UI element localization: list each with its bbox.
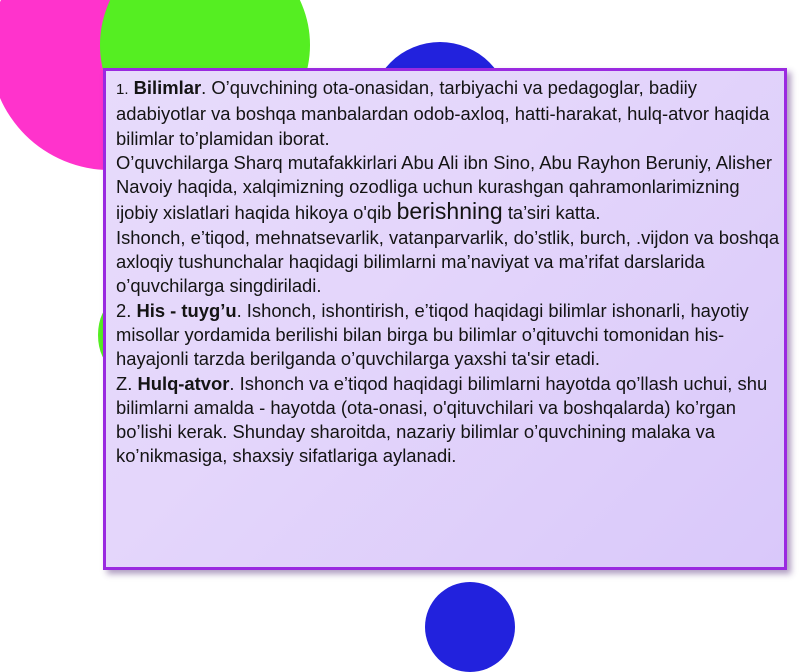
paragraph-text: . O’quvchining ota-onasidan, tarbiyachi va pedagoglar, badiiy adabiyotlar va boshqa manbalardan odob-axloq, hatti-harakat, hulq-atvor haqida bilimlar to’plamidan iborat. bbox=[116, 77, 770, 149]
paragraph-text: . Ishonch, ishontirish, e’tiqod haqidagi bilimlar ishonarli, hayotiy misollar yordamida berilishi bilan birga bu bilimlar o’qituvchi tomonidan his-hayajonli tarzda berilganda o’quvchilarga yaxshi ta'sir etadi. bbox=[116, 299, 749, 370]
item-number: 1. bbox=[116, 81, 129, 98]
section-heading: Hulq-atvor bbox=[137, 372, 230, 394]
paragraph-text: ta’siri katta. bbox=[502, 202, 601, 224]
decorative-blue-circle-bottom bbox=[425, 582, 515, 672]
paragraph-text: Ishonch, e’tiqod, mehnatsevarlik, vatanparvarlik, do’stlik, burch, .vijdon va boshqa axloqiy tushunchalar haqidagi bilimlarni ma’naviyat va ma’rifat darslarida o’quvchilarga singdiriladi. bbox=[116, 226, 780, 297]
text-card bbox=[103, 68, 787, 570]
paragraph-his-tuygu bbox=[116, 299, 780, 372]
paragraph-text: . Ishonch va e’tiqod haqidagi bilimlarni hayotda qo’llash uchui, shu bilimlarni amalda - hayotda (ota-onasi, o'qituvchilari va boshqalarda) ko’rgan bo’lishi kerak. Shunday sharoitda, nazariy bilimlar o’quvchining malaka va ko’nikmasiga, shaxsiy sifatlariga aylanadi. bbox=[116, 372, 768, 467]
section-heading: Bilimlar bbox=[133, 77, 202, 98]
section-heading: His - tuyg’u bbox=[136, 299, 237, 321]
text-content bbox=[116, 76, 780, 469]
paragraph-thinkers bbox=[116, 151, 780, 226]
paragraph-concepts bbox=[116, 226, 780, 299]
paragraph-bilimlar bbox=[116, 76, 780, 151]
emphasized-word: berishning bbox=[396, 198, 503, 225]
paragraph-hulq-atvor bbox=[116, 372, 780, 469]
item-number: Z. bbox=[116, 372, 138, 394]
paragraph-text: O’quvchilarga Sharq mutafakkirlari Abu Ali ibn Sino, Abu Rayhon Beruniy, Alisher Navoiy haqida, xalqimizning ozodliga uchun kurashgan qahramonlarimizning ijobiy xislatlari haqida hikoya o'qib bbox=[116, 151, 772, 224]
item-number: 2. bbox=[116, 299, 137, 321]
